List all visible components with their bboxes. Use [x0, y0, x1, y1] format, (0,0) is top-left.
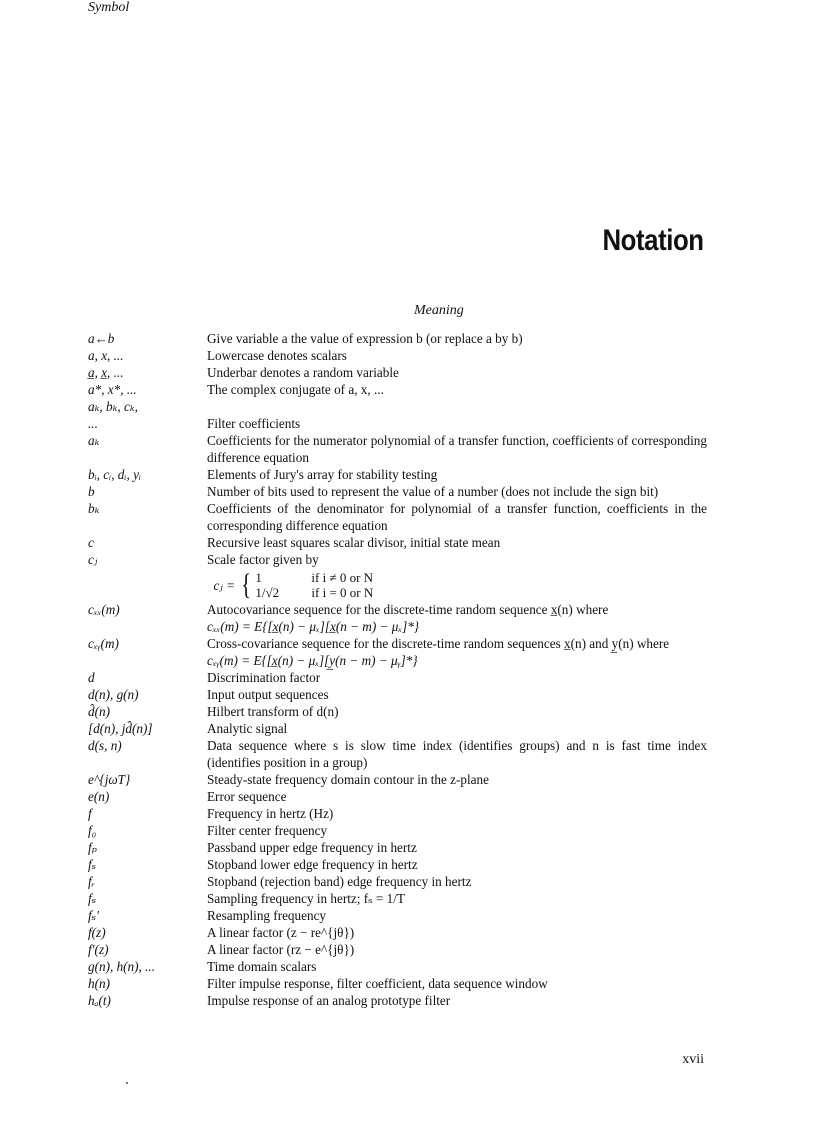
- meaning: Stopband lower edge frequency in hertz: [207, 857, 418, 872]
- symbol: f(z): [88, 925, 106, 940]
- meaning: Filter impulse response, filter coefficient, data sequence window: [207, 976, 548, 991]
- symbol: fₛ: [88, 891, 97, 906]
- meaning: Input output sequences: [207, 687, 329, 702]
- meaning: Analytic signal: [207, 721, 288, 736]
- symbol: fₚ: [88, 840, 97, 855]
- meaning: Time domain scalars: [207, 959, 317, 974]
- notation-row: [0, 398, 816, 415]
- meaning: Coefficients for the numerator polynomial of a transfer function, coefficients of corresponding difference equation: [207, 433, 707, 465]
- meaning: Stopband (rejection band) edge frequency in hertz: [207, 874, 472, 889]
- notation-row: [0, 873, 816, 890]
- notation-row: [0, 839, 816, 856]
- notation-row: [0, 771, 816, 788]
- notation-row: [0, 720, 816, 737]
- meaning: [207, 601, 707, 635]
- symbol: a*, x*, ...: [88, 382, 137, 397]
- symbol: fₛ′: [88, 908, 99, 923]
- notation-row: [0, 381, 816, 398]
- meaning: The complex conjugate of a, x, ...: [207, 382, 384, 397]
- notation-row: [0, 415, 816, 432]
- meaning: Passband upper edge frequency in hertz: [207, 840, 417, 855]
- meaning: Filter coefficients: [207, 416, 301, 431]
- notation-row: [0, 466, 816, 483]
- notation-row: [0, 703, 816, 720]
- symbol: d(n), g(n): [88, 687, 139, 702]
- symbol: a̲, x̲, ...: [88, 365, 124, 380]
- meaning: Elements of Jury's array for stability testing: [207, 467, 438, 482]
- notation-row: [0, 330, 816, 347]
- symbol: d(s, n): [88, 738, 122, 753]
- meaning: Hilbert transform of d(n): [207, 704, 339, 719]
- meaning: Recursive least squares scalar divisor, initial state mean: [207, 535, 501, 550]
- symbol: cₓᵧ(m): [88, 636, 119, 651]
- notation-list: [0, 330, 816, 1009]
- symbol: f₀: [88, 823, 97, 838]
- meaning: Error sequence: [207, 789, 287, 804]
- notation-row: [0, 601, 816, 635]
- symbol: ...: [88, 416, 98, 431]
- symbol: b: [88, 484, 95, 499]
- meaning: [207, 551, 707, 600]
- symbol: e^{jωT}: [88, 772, 131, 787]
- notation-row: [0, 788, 816, 805]
- meaning: A linear factor (rz − e^{jθ}): [207, 942, 355, 957]
- notation-row: [0, 890, 816, 907]
- scan-speck: [126, 1082, 128, 1084]
- meaning: Filter center frequency: [207, 823, 328, 838]
- formula-lhs: cⱼ =: [213, 577, 235, 593]
- case-2-value: 1/√2: [255, 585, 280, 600]
- equation: cₓᵧ(m) = E{[x̲(n) − μₓ][y̲(n − m) − μᵧ]*}: [207, 653, 418, 668]
- notation-row: [0, 364, 816, 381]
- case-1-condition: if i ≠ 0 or N: [311, 570, 374, 585]
- meaning: Frequency in hertz (Hz): [207, 806, 334, 821]
- formula-cases: [255, 570, 373, 600]
- meaning: Give variable a the value of expression b (or replace a by b): [207, 331, 523, 346]
- symbol: g(n), h(n), ...: [88, 959, 156, 974]
- notation-row: [0, 737, 816, 771]
- symbol: aₖ: [88, 433, 100, 448]
- page-number: xvii: [682, 1052, 704, 1067]
- symbol: aₖ, bₖ, cₖ,: [88, 399, 138, 414]
- symbol: e(n): [88, 789, 110, 804]
- symbol: f: [88, 806, 92, 821]
- notation-row: [0, 856, 816, 873]
- symbol: bₖ: [88, 501, 100, 516]
- symbol: cₓₓ(m): [88, 602, 120, 617]
- notation-row: [0, 822, 816, 839]
- meaning: Steady-state frequency domain contour in the z-plane: [207, 772, 489, 787]
- case-1-value: 1: [255, 570, 262, 585]
- symbol: [d(n), jd̂(n)]: [88, 721, 153, 736]
- symbol: fᵣ: [88, 874, 95, 889]
- page-title: Notation: [602, 224, 704, 257]
- meaning-text: Scale factor given by: [207, 552, 319, 567]
- notation-row: [0, 992, 816, 1009]
- meaning-text: Autocovariance sequence for the discrete-time random sequence x̲(n) where: [207, 602, 609, 617]
- notation-row: [0, 686, 816, 703]
- notation-row: [0, 432, 816, 466]
- notation-row: [0, 500, 816, 534]
- notation-row: [0, 924, 816, 941]
- notation-row: [0, 635, 816, 669]
- notation-row: [0, 483, 816, 500]
- notation-row: [0, 551, 816, 600]
- notation-row: [0, 534, 816, 551]
- notation-row: [0, 669, 816, 686]
- equation: cₓₓ(m) = E{[x̲(n) − μₓ][x̲(n − m) − μₓ]*}: [207, 619, 420, 634]
- meaning: A linear factor (z − re^{jθ}): [207, 925, 355, 940]
- meaning: Number of bits used to represent the value of a number (does not include the sign bit): [207, 484, 659, 499]
- symbol: a←b: [88, 331, 115, 346]
- symbol: d: [88, 670, 95, 685]
- symbol: c: [88, 535, 94, 550]
- meaning: Resampling frequency: [207, 908, 327, 923]
- notation-row: [0, 958, 816, 975]
- meaning: Data sequence where s is slow time index (identifies groups) and n is fast time index (identifies position in a group): [207, 738, 707, 770]
- symbol: cⱼ: [88, 552, 98, 567]
- meaning-text: Cross-covariance sequence for the discrete-time random sequences x̲(n) and y̲(n) where: [207, 636, 670, 651]
- symbol: fₛ: [88, 857, 97, 872]
- meaning: Discrimination factor: [207, 670, 321, 685]
- symbol: bᵢ, cᵢ, dᵢ, yᵢ: [88, 467, 142, 482]
- notation-row: [0, 805, 816, 822]
- symbol: h(n): [88, 976, 110, 991]
- left-brace-icon: {: [241, 568, 252, 601]
- meaning: Coefficients of the denominator for polynomial of a transfer function, coefficients in the corresponding difference equation: [207, 501, 707, 533]
- symbol-column-header: Symbol: [88, 0, 130, 15]
- scale-factor-formula: [207, 570, 707, 600]
- symbol: f′(z): [88, 942, 109, 957]
- notation-row: [0, 975, 816, 992]
- symbol: d̂(n): [88, 704, 110, 719]
- meaning: [207, 635, 707, 669]
- case-2-condition: if i = 0 or N: [311, 585, 374, 600]
- meaning: Lowercase denotes scalars: [207, 348, 347, 363]
- notation-row: [0, 907, 816, 924]
- meaning: Underbar denotes a random variable: [207, 365, 399, 380]
- notation-row: [0, 347, 816, 364]
- notation-row: [0, 941, 816, 958]
- symbol: hₐ(t): [88, 993, 111, 1008]
- meaning: Impulse response of an analog prototype filter: [207, 993, 451, 1008]
- symbol: a, x, ...: [88, 348, 124, 363]
- meaning: Sampling frequency in hertz; fₛ = 1/T: [207, 891, 405, 906]
- meaning-column-header: Meaning: [414, 303, 464, 318]
